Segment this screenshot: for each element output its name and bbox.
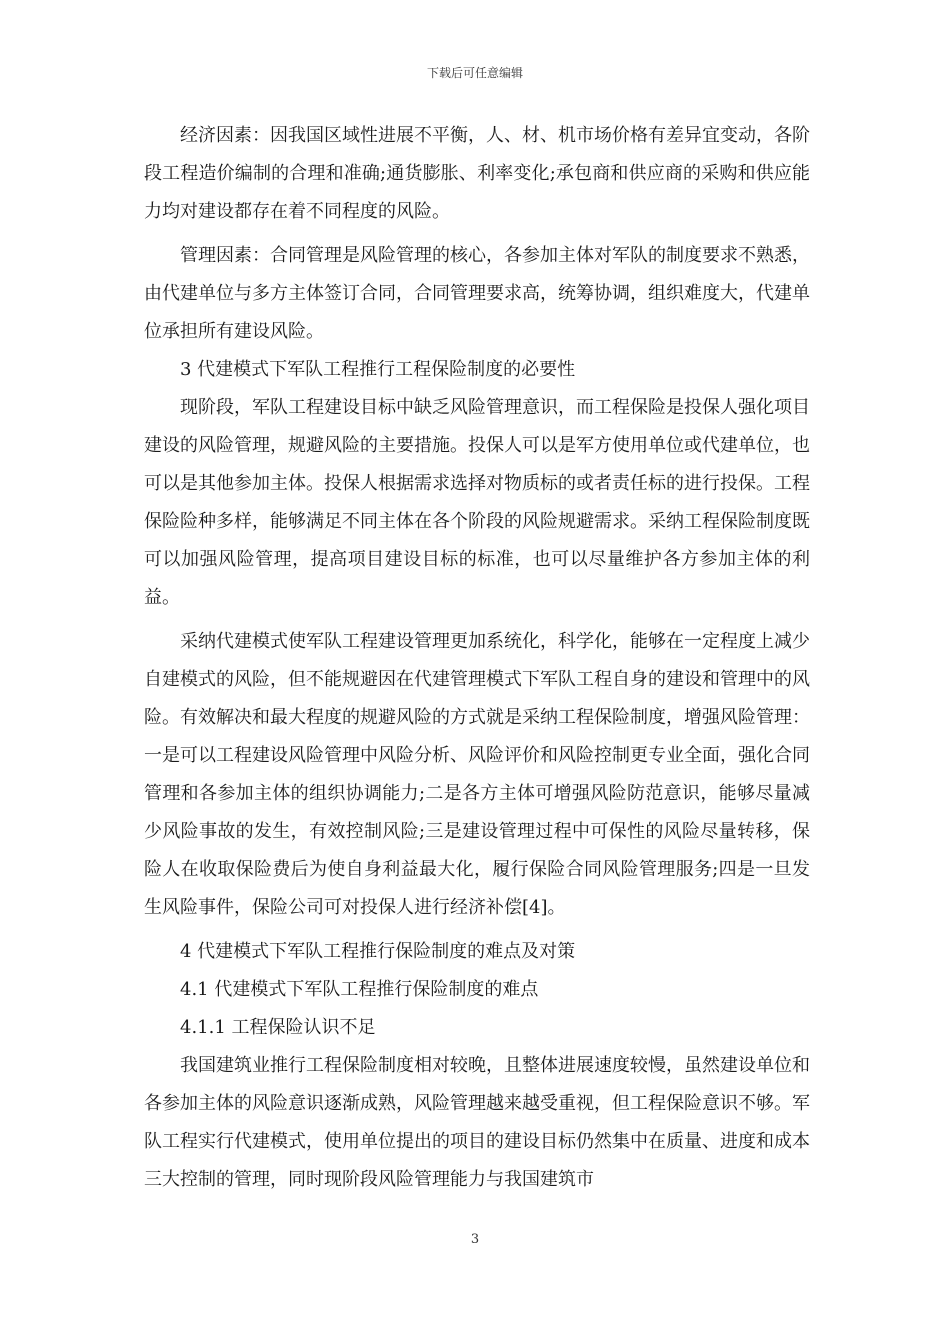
body-text	[144, 117, 810, 1199]
section-heading-4: 4 代建模式下军队工程推行保险制度的难点及对策	[180, 941, 576, 962]
paragraph-adoption: 采纳代建模式使军队工程建设管理更加系统化，科学化，能够在一定程度上减少自建模式的风险，但不能规避因在代建管理模式下军队工程自身的建设和管理中的风险。有效解决和最大程度的规避风险的方式就是采纳工程保险制度，增强风险管理：一是可以工程建设风险管理中风险分析、风险评价和风险控制更专业全面，强化合同管理和各参加主体的组织协调能力;二是各方主体可增强风险防范意识，能够尽量减少风险事故的发生，有效控制风险;三是建设管理过程中可保性的风险尽量转移，保险人在收取保险费后为使自身利益最大化，履行保险合同风险管理服务;四是一旦发生风险事件，保险公司可对投保人进行经济补偿[4]。	[144, 631, 810, 918]
section-heading-3: 3 代建模式下军队工程推行工程保险制度的必要性	[180, 359, 576, 380]
page-header: 下载后可任意编辑	[426, 66, 523, 80]
paragraph-necessity: 现阶段，军队工程建设目标中缺乏风险管理意识，而工程保险是投保人强化项目建设的风险管理，规避风险的主要措施。投保人可以是军方使用单位或代建单位，也可以是其他参加主体。投保人根据需求选择对物质标的或者责任标的进行投保。工程保险险种多样，能够满足不同主体在各个阶段的风险规避需求。采纳工程保险制度既可以加强风险管理，提高项目建设目标的标准，也可以尽量维护各方参加主体的利益。	[144, 397, 810, 608]
paragraph-insurance-awareness: 我国建筑业推行工程保险制度相对较晚，且整体进展速度较慢，虽然建设单位和各参加主体的风险意识逐渐成熟，风险管理越来越受重视，但工程保险意识不够。军队工程实行代建模式，使用单位提出的项目的建设目标仍然集中在质量、进度和成本三大控制的管理，同时现阶段风险管理能力与我国建筑市	[144, 1055, 810, 1190]
paragraph-economic-factors: 经济因素：因我国区域性进展不平衡，人、材、机市场价格有差异宜变动，各阶段工程造价编制的合理和准确;通货膨胀、利率变化;承包商和供应商的采购和供应能力均对建设都存在着不同程度的风险。	[144, 125, 810, 222]
page-number: 3	[470, 1232, 480, 1247]
section-heading-4-1-1: 4.1.1 工程保险认识不足	[180, 1017, 376, 1038]
paragraph-management-factors: 管理因素：合同管理是风险管理的核心，各参加主体对军队的制度要求不熟悉，由代建单位与多方主体签订合同，合同管理要求高，统筹协调，组织难度大，代建单位承担所有建设风险。	[144, 245, 810, 342]
section-heading-4-1: 4.1 代建模式下军队工程推行保险制度的难点	[180, 979, 539, 1000]
